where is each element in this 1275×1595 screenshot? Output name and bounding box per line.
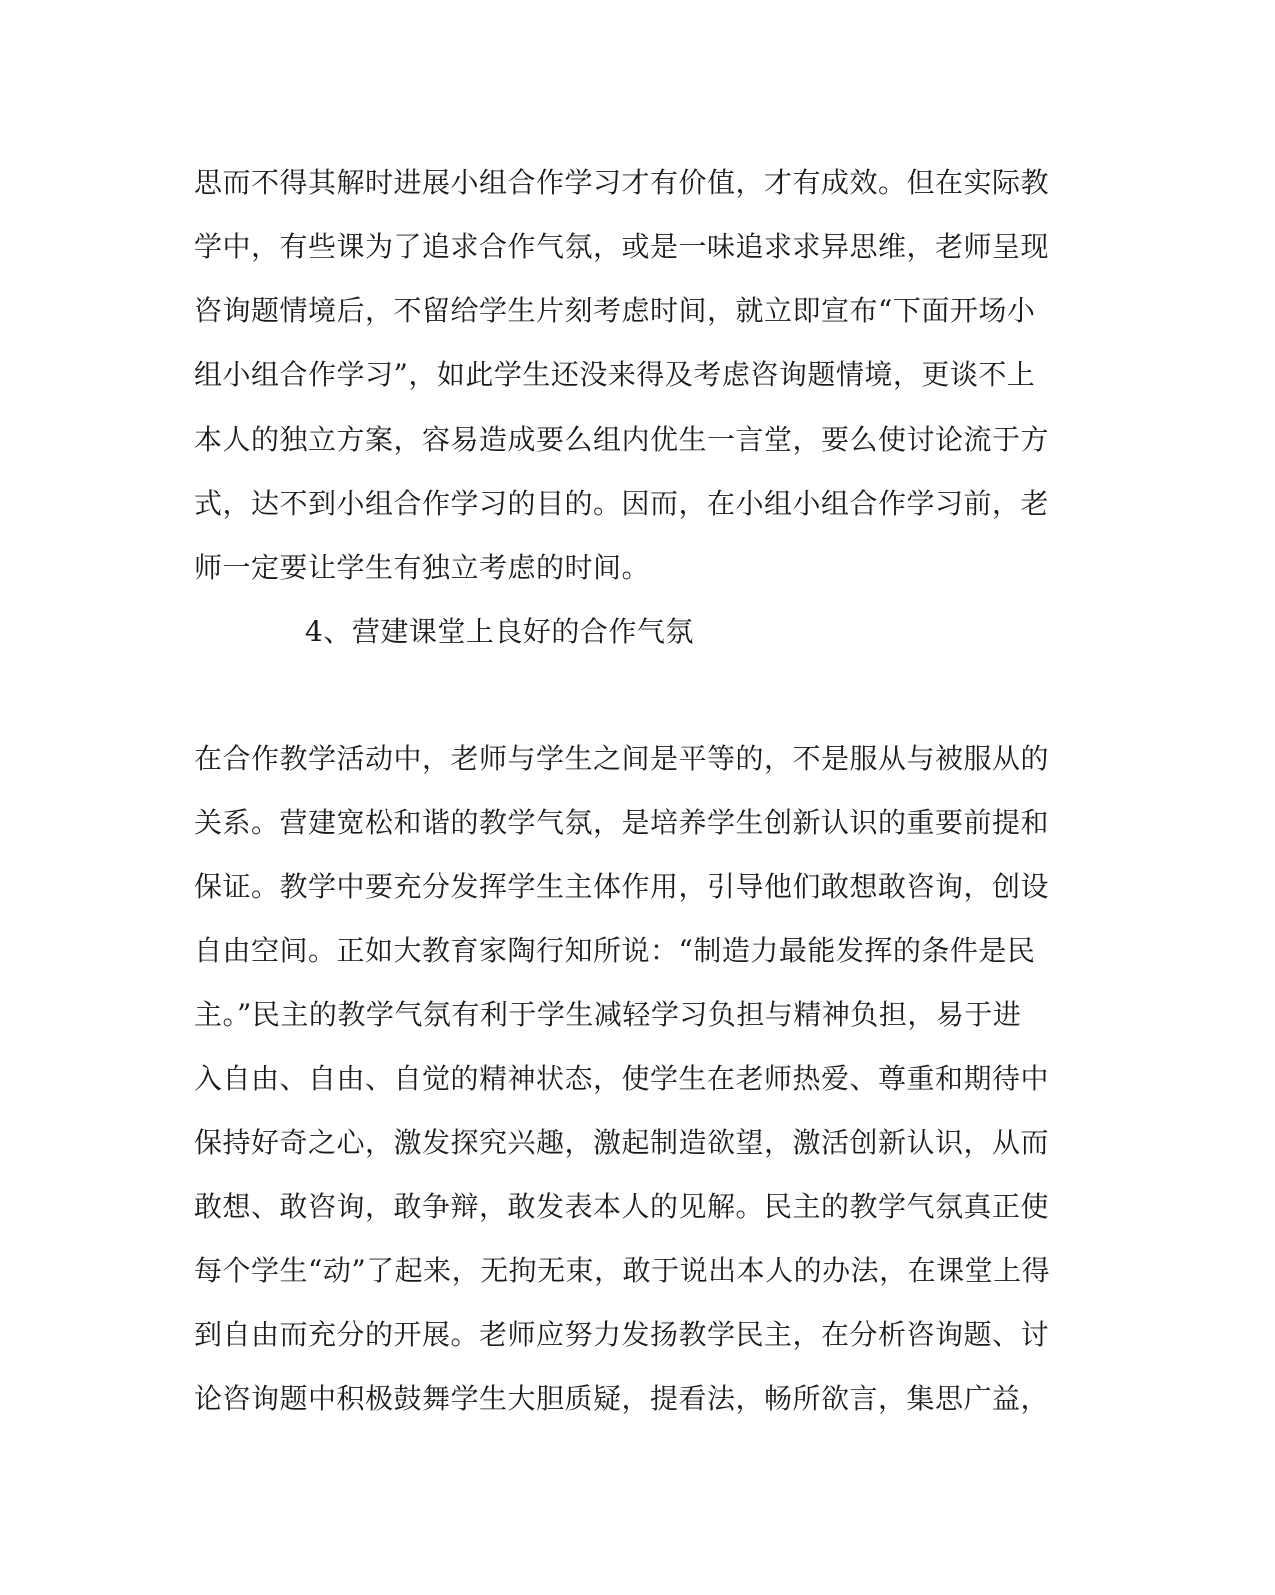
text-line: 在合作教学活动中，老师与学生之间是平等的，不是服从与被服从的 [194, 742, 1050, 775]
text-line: 入自由、自由、自觉的精神状态，使学生在老师热爱、尊重和期待中 [194, 1062, 1050, 1095]
text-line: 论咨询题中积极鼓舞学生大胆质疑，提看法，畅所欲言，集思广益， [194, 1382, 1050, 1415]
text-line: 保证。教学中要充分发挥学生主体作用，引导他们敢想敢咨询，创设 [194, 870, 1050, 903]
text-line: 保持好奇之心，激发探究兴趣，激起制造欲望，激活创新认识，从而 [194, 1126, 1050, 1159]
text-line: 敢想、敢咨询，敢争辩，敢发表本人的见解。民主的教学气氛真正使 [194, 1190, 1050, 1223]
section-heading: 4、营建课堂上良好的合作气氛 [305, 615, 694, 648]
text-line: 咨询题情境后，不留给学生片刻考虑时间，就立即宣布“下面开场小 [194, 294, 1036, 327]
text-line: 本人的独立方案，容易造成要么组内优生一言堂，要么使讨论流于方 [194, 423, 1050, 456]
text-line: 自由空间。正如大教育家陶行知所说：“制造力最能发挥的条件是民 [194, 934, 1036, 967]
text-line: 师一定要让学生有独立考虑的时间。 [194, 551, 651, 584]
text-line: 主。”民主的教学气氛有利于学生减轻学习负担与精神负担，易于进 [194, 998, 1022, 1031]
text-line: 每个学生“动”了起来，无拘无束，敢于说出本人的办法，在课堂上得 [194, 1254, 1051, 1287]
text-line: 关系。营建宽松和谐的教学气氛，是培养学生创新认识的重要前提和 [194, 806, 1050, 839]
text-line: 思而不得其解时进展小组合作学习才有价值，才有成效。但在实际教 [194, 166, 1050, 199]
text-line: 学中，有些课为了追求合作气氛，或是一味追求求异思维，老师呈现 [194, 230, 1050, 263]
text-line: 式，达不到小组合作学习的目的。因而，在小组小组合作学习前，老 [194, 487, 1050, 520]
text-line: 到自由而充分的开展。老师应努力发扬教学民主，在分析咨询题、讨 [194, 1318, 1050, 1351]
text-line: 组小组合作学习”，如此学生还没来得及考虑咨询题情境，更谈不上 [194, 358, 1036, 391]
